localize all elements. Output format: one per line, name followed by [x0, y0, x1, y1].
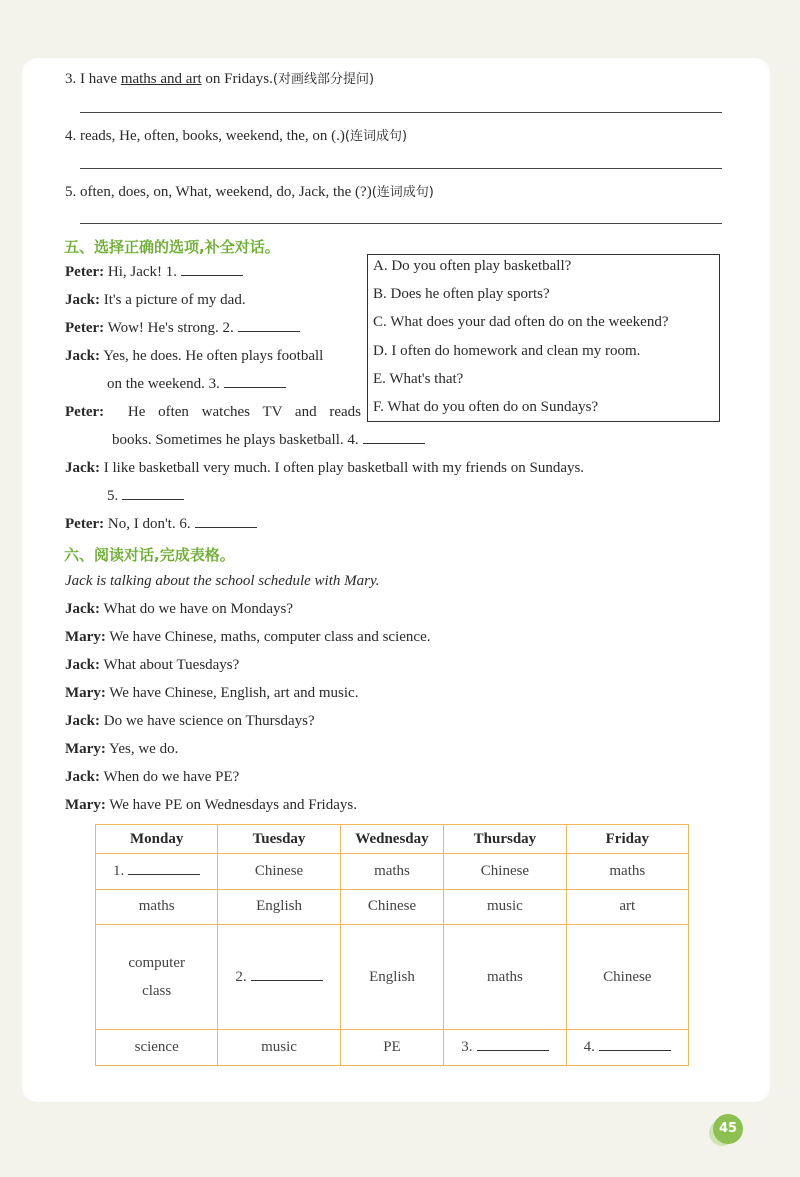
question-5-text: 5. often, does, on, What, weekend, do, Jack, the (?)	[65, 184, 372, 200]
conv-line-3	[65, 657, 239, 674]
table-row	[96, 889, 689, 925]
blank-label: 3.	[461, 1039, 473, 1056]
table-cell: art	[566, 889, 688, 925]
blank-label: 4.	[583, 1039, 595, 1056]
blank-line[interactable]	[477, 1049, 549, 1051]
conv-line-1	[65, 601, 293, 618]
dialogue-text: No, I don't. 6.	[107, 516, 191, 532]
header-tuesday: Tuesday	[218, 825, 340, 854]
dialogue-text: 5.	[107, 488, 119, 504]
conv-text: Do we have science on Thursdays?	[103, 713, 315, 729]
conv-text: When do we have PE?	[103, 769, 240, 785]
header-wednesday: Wednesday	[340, 825, 444, 854]
table-cell: Chinese	[444, 854, 566, 890]
conv-line-5	[65, 713, 315, 730]
header-monday: Monday	[96, 825, 218, 854]
dialogue-line-5-cont	[112, 432, 425, 449]
table-cell: Chinese	[340, 889, 444, 925]
option-d: D. I often do homework and clean my room.	[373, 343, 641, 359]
dialogue-text: Yes, he does. He often plays football	[103, 348, 324, 364]
speaker: Peter:	[65, 404, 105, 420]
blank-3[interactable]	[224, 386, 286, 388]
conv-text: What do we have on Mondays?	[103, 601, 294, 617]
table-cell: Chinese	[218, 854, 340, 890]
conv-text: Yes, we do.	[109, 741, 179, 757]
question-5	[65, 181, 434, 201]
table-cell-blank-4[interactable]	[566, 1030, 688, 1066]
answer-line-5[interactable]	[80, 223, 722, 224]
table-cell: music	[218, 1030, 340, 1066]
header-thursday: Thursday	[444, 825, 566, 854]
speaker: Peter:	[65, 320, 105, 336]
question-4	[65, 125, 407, 145]
answer-line-3[interactable]	[80, 112, 722, 113]
header-friday: Friday	[566, 825, 688, 854]
table-cell: Chinese	[566, 925, 688, 1030]
option-e: E. What's that?	[373, 371, 464, 387]
table-cell: music	[444, 889, 566, 925]
speaker: Mary:	[65, 741, 106, 757]
table-cell-blank-2[interactable]	[218, 925, 340, 1030]
dialogue-line-3	[65, 320, 300, 337]
blank-line[interactable]	[128, 873, 200, 875]
dialogue-text: books. Sometimes he plays basketball. 4.	[112, 432, 359, 448]
blank-1[interactable]	[181, 274, 243, 276]
table-cell	[96, 925, 218, 1030]
dialogue-text: Hi, Jack! 1.	[107, 264, 178, 280]
speaker: Jack:	[65, 348, 100, 364]
question-4-text: 4. reads, He, often, books, weekend, the, on (.)	[65, 128, 345, 144]
speaker: Peter:	[65, 516, 105, 532]
speaker: Jack:	[65, 769, 100, 785]
option-f: F. What do you often do on Sundays?	[373, 399, 599, 415]
speaker: Jack:	[65, 292, 100, 308]
blank-2[interactable]	[238, 330, 300, 332]
speaker: Mary:	[65, 797, 106, 813]
dialogue-line-1	[65, 264, 243, 281]
dialogue-text: I like basketball very much. I often play basketball with my friends on Sundays.	[103, 460, 585, 476]
conv-line-8	[65, 797, 357, 814]
dialogue-text: It's a picture of my dad.	[103, 292, 246, 308]
dialogue-text: on the weekend. 3.	[107, 376, 220, 392]
table-row	[96, 854, 689, 890]
table-cell: maths	[96, 889, 218, 925]
conv-text: What about Tuesdays?	[103, 657, 240, 673]
dialogue-line-2	[65, 292, 246, 309]
blank-label: 2.	[235, 968, 247, 985]
section-6-intro: Jack is talking about the school schedule with Mary.	[65, 573, 380, 589]
question-3-note: (对画线部分提问)	[272, 72, 375, 87]
answer-line-4[interactable]	[80, 168, 722, 169]
options-box	[367, 254, 720, 422]
conv-text: We have PE on Wednesdays and Fridays.	[109, 797, 357, 813]
dialogue-line-4-cont	[107, 376, 286, 393]
conv-line-4	[65, 685, 358, 702]
blank-4[interactable]	[363, 442, 425, 444]
question-3-suffix: on Fridays.	[201, 71, 273, 87]
dialogue-text: He often watches TV and reads	[127, 404, 361, 420]
schedule-table	[95, 824, 689, 1066]
table-cell: maths	[444, 925, 566, 1030]
speaker: Jack:	[65, 657, 100, 673]
question-3-underlined: maths and art	[120, 71, 202, 87]
computer-class-text: computer class	[128, 955, 185, 1000]
dialogue-line-6	[65, 460, 584, 477]
table-cell: English	[218, 889, 340, 925]
speaker: Mary:	[65, 629, 106, 645]
dialogue-line-5	[65, 404, 361, 421]
option-b: B. Does he often play sports?	[373, 286, 550, 302]
option-c: C. What does your dad often do on the weekend?	[373, 314, 669, 330]
speaker: Jack:	[65, 460, 100, 476]
page-number: 45	[713, 1114, 743, 1144]
table-cell: maths	[340, 854, 444, 890]
option-a: A. Do you often play basketball?	[373, 258, 572, 274]
table-row	[96, 925, 689, 1030]
question-4-note: (连词成句)	[344, 129, 408, 144]
conv-text: We have Chinese, maths, computer class and science.	[109, 629, 431, 645]
dialogue-line-7	[65, 516, 257, 533]
question-3	[65, 68, 374, 88]
conv-line-7	[65, 769, 239, 786]
speaker: Mary:	[65, 685, 106, 701]
speaker: Peter:	[65, 264, 105, 280]
blank-line[interactable]	[599, 1049, 671, 1051]
table-cell: PE	[340, 1030, 444, 1066]
conv-line-6	[65, 741, 178, 758]
blank-line[interactable]	[251, 979, 323, 981]
table-cell: science	[96, 1030, 218, 1066]
question-5-note: (连词成句)	[371, 185, 434, 200]
blank-5[interactable]	[122, 498, 184, 500]
table-cell-blank-1[interactable]	[96, 854, 218, 890]
blank-label: 1.	[113, 862, 125, 879]
table-header-row	[96, 825, 689, 854]
section-5-title: 五、选择正确的选项,补全对话。	[64, 238, 280, 256]
section-6-title: 六、阅读对话,完成表格。	[64, 546, 235, 564]
dialogue-line-6-cont	[107, 488, 184, 505]
speaker: Jack:	[65, 601, 100, 617]
table-cell: English	[340, 925, 444, 1030]
conv-line-2	[65, 629, 430, 646]
conv-text: We have Chinese, English, art and music.	[109, 685, 359, 701]
dialogue-line-4	[65, 348, 323, 365]
dialogue-text: Wow! He's strong. 2.	[107, 320, 234, 336]
table-cell: maths	[566, 854, 688, 890]
table-row	[96, 1030, 689, 1066]
speaker: Jack:	[65, 713, 100, 729]
table-cell-blank-3[interactable]	[444, 1030, 566, 1066]
question-3-prefix: 3. I have	[65, 71, 121, 87]
blank-6[interactable]	[195, 526, 257, 528]
